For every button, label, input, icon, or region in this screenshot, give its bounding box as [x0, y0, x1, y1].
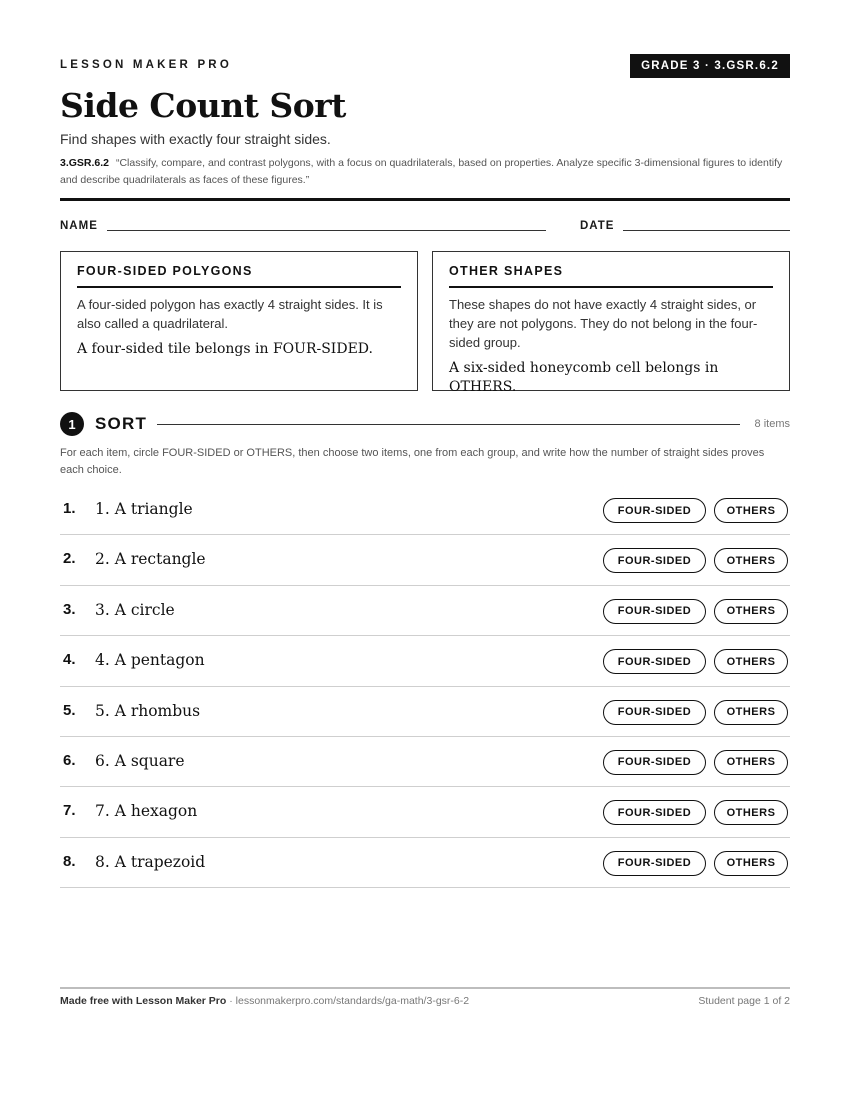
four-sided-choice[interactable]: FOUR-SIDED [603, 851, 706, 876]
others-choice[interactable]: OTHERS [714, 649, 788, 674]
page-subtitle: Find shapes with exactly four straight sides. [60, 131, 331, 147]
item-number: 7. [63, 802, 76, 820]
item-text: 2. A rectangle [95, 550, 206, 569]
four-sided-choice[interactable]: FOUR-SIDED [603, 498, 706, 523]
page-title: Side Count Sort [60, 86, 346, 125]
item-text: 4. A pentagon [95, 651, 205, 670]
item-number: 2. [63, 550, 76, 568]
name-date-row [60, 220, 790, 234]
item-text: 6. A square [95, 751, 185, 770]
worksheet-page [60, 0, 790, 1100]
item-text: 3. A circle [95, 600, 175, 619]
card-heading: OTHER SHAPES [449, 252, 773, 288]
item-number: 1. [63, 500, 76, 517]
footer-made-with: Made free with Lesson Maker Pro [60, 995, 227, 1007]
section-title: SORT [95, 414, 148, 433]
card-body: These shapes do not have exactly 4 straight sides, or they are not polygons. They do not belong in the four-sided group. [449, 297, 758, 350]
item-text: 1. A triangle [95, 500, 193, 518]
card-heading: FOUR-SIDED POLYGONS [77, 252, 401, 288]
item-list [60, 485, 790, 888]
item-number: 4. [63, 651, 76, 669]
others-choice[interactable]: OTHERS [714, 700, 788, 725]
name-field[interactable] [107, 230, 546, 231]
others-choice[interactable]: OTHERS [714, 599, 788, 624]
list-item [60, 838, 790, 888]
date-field[interactable] [623, 230, 790, 231]
list-item [60, 687, 790, 737]
list-item [60, 586, 790, 636]
list-item [60, 787, 790, 837]
section-number: 1 [60, 412, 84, 436]
four-sided-choice[interactable]: FOUR-SIDED [603, 548, 706, 573]
footer-credit [60, 995, 469, 1007]
other-shapes-card [432, 251, 790, 395]
footer-url: · lessonmakerpro.com/standards/ga-math/3-gsr-6-2 [226, 995, 470, 1007]
four-sided-card [60, 251, 418, 391]
brand-name: LESSON MAKER PRO [60, 59, 232, 71]
others-choice[interactable]: OTHERS [714, 800, 788, 825]
four-sided-choice[interactable]: FOUR-SIDED [603, 700, 706, 725]
four-sided-choice[interactable]: FOUR-SIDED [603, 649, 706, 674]
name-label: NAME [60, 220, 98, 232]
list-item [60, 485, 790, 535]
others-choice[interactable]: OTHERS [714, 548, 788, 573]
item-text: 7. A hexagon [95, 802, 198, 821]
item-number: 5. [63, 701, 76, 719]
page-indicator: Student page 1 of 2 [698, 995, 790, 1007]
list-item [60, 535, 790, 585]
item-text: 5. A rhombus [95, 701, 201, 720]
footer-divider [60, 987, 790, 989]
standard-text: “Classify, compare, and contrast polygons, with a focus on quadrilaterals, based on properties. Analyze specific 3-dimensional figures to identify and describe quadrilaterals as faces of these figures.” [60, 157, 783, 186]
four-sided-choice[interactable]: FOUR-SIDED [603, 599, 706, 624]
card-example: A six-sided honeycomb cell belongs in OTHERS. [449, 360, 719, 395]
others-choice[interactable]: OTHERS [714, 851, 788, 876]
item-number: 3. [63, 600, 76, 618]
item-count: 8 items [754, 418, 790, 430]
card-example: A four-sided tile belongs in FOUR-SIDED. [77, 341, 373, 357]
section-header [60, 412, 790, 436]
header-divider [60, 198, 790, 201]
card-body: A four-sided polygon has exactly 4 straight sides. It is also called a quadrilateral. [77, 297, 383, 331]
item-text: 8. A trapezoid [95, 852, 206, 871]
four-sided-choice[interactable]: FOUR-SIDED [603, 800, 706, 825]
list-item [60, 737, 790, 787]
item-number: 8. [63, 852, 76, 870]
section-rule [157, 424, 740, 425]
four-sided-choice[interactable]: FOUR-SIDED [603, 750, 706, 775]
instructions: For each item, circle FOUR-SIDED or OTHERS, then choose two items, one from each group, and write how the number of straight sides proves each choice. [60, 447, 765, 476]
others-choice[interactable]: OTHERS [714, 498, 788, 523]
list-item [60, 636, 790, 686]
standard-description [60, 155, 790, 188]
standard-code: 3.GSR.6.2 [60, 157, 110, 169]
others-choice[interactable]: OTHERS [714, 750, 788, 775]
item-number: 6. [63, 751, 76, 769]
date-label: DATE [580, 220, 615, 232]
grade-badge: GRADE 3 · 3.GSR.6.2 [630, 54, 790, 78]
